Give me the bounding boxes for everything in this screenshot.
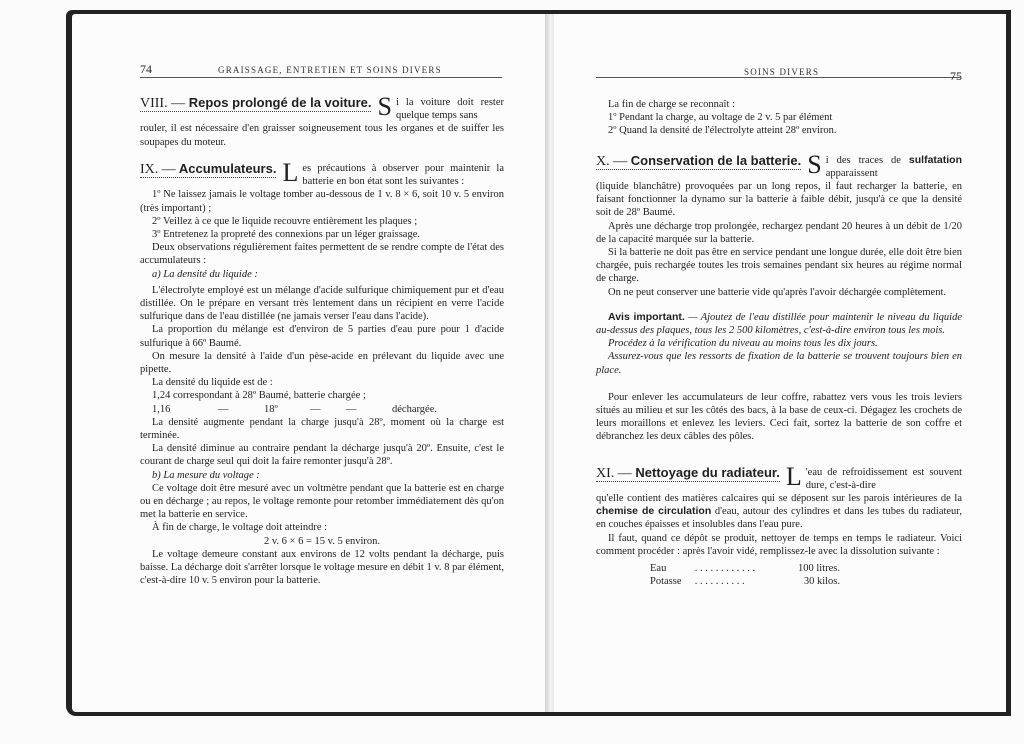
paragraph: (liquide blanchâtre) provoquées par un long repos, il faut recharger la batterie, en faisant fonctionner la dynamo sur la batterie à faible débit, jusqu'à ce que la densité soit de 28º Baumé.: [596, 181, 962, 219]
header-rule-left: [140, 77, 502, 78]
paragraph: La fin de charge se reconnaît :: [608, 99, 735, 110]
paragraph: 2º Quand la densité de l'électrolyte atteint 28º environ.: [608, 125, 837, 137]
paragraph: On mesure la densité à l'aide d'un pèse-acide en prélevant du liquide avec une pipette.: [140, 350, 504, 376]
paragraph: Deux observations régulièrement faites permettent de se rendre compte de l'état des accumulateurs :: [140, 242, 504, 267]
paragraph: Ce voltage doit être mesuré avec un voltmètre pendant que la batterie est en charge ou en décharge ; au repos, le voltage remonte pour retomber immédiatement dès qu'on met la batterie en service.: [140, 482, 504, 521]
paragraph: b) La mesure du voltage :: [152, 469, 260, 481]
paragraph: À fin de charge, le voltage doit atteindre :: [152, 522, 328, 534]
paragraph: Après une décharge trop prolongée, rechargez pendant 20 heures à un débit de 1/20 de la capacité marquée sur la batterie.: [596, 220, 962, 245]
drop-cap: L: [282, 158, 299, 187]
paragraph: 1º Pendant la charge, au voltage de 2 v. 5 par élément: [608, 112, 833, 124]
drop-cap: S: [807, 149, 822, 179]
solution-table: [650, 562, 840, 588]
density-table: 1,24 correspondant à 28º Baumé, batterie chargée ; 1,16 — 18º — — déchargée.: [152, 389, 443, 415]
right-page: [554, 14, 1006, 712]
paragraph: 2º Veillez à ce que le liquide recouvre entièrement les plaques ;: [152, 215, 418, 227]
paragraph: Si la batterie ne doit pas être en service pendant une longue durée, elle doit être bien chargée, puis rechargée toutes les trois semaines pendant six heures au régime normal de charge.: [596, 247, 962, 285]
paragraph: Procédez à la vérification du niveau au moins tous les dix jours.: [608, 338, 878, 350]
page-number-left: 74: [140, 62, 152, 76]
section-10-heading: X. — Conservation de la batterie.: [596, 152, 802, 169]
paragraph: a) La densité du liquide :: [152, 268, 258, 280]
paragraph: La proportion du mélange est d'environ de 5 parties d'eau pure pour 1 d'acide sulfurique à 66º Baumé.: [140, 324, 504, 349]
density-row: 1,24 correspondant à 28º Baumé, batterie chargée ;: [152, 390, 366, 402]
header-rule-right: [596, 77, 960, 78]
paragraph: La densité diminue au contraire pendant la décharge jusqu'à 20º. Ensuite, c'est le courant de charge seul qui doit la faire remonter jusqu'à 28º.: [140, 443, 504, 468]
running-head-left: GRAISSAGE, ENTRETIEN ET SOINS DIVERS: [218, 65, 442, 75]
paragraph: 1º Ne laissez jamais le voltage tomber au-dessous de 1 v. 8 × 6, soit 10 v. 5 environ (très important) ;: [140, 189, 504, 214]
paragraph: Pour enlever les accumulateurs de leur coffre, rabattez vers vous les trois leviers situés au milieu et sur les côtés des bacs, à la base de ceux-ci. Dégagez les crochets de leurs moraillons et enlevez les leviers. Ceci fait, sortez la batterie de son coffre et débranchez les deux câbles des pôles.: [596, 391, 962, 443]
table-row: Potasse . . . . . . . . . . 30 kilos.: [650, 576, 840, 588]
section-8-heading: VIII. — Repos prolongé de la voiture.: [140, 95, 372, 111]
section-8: VIII. — Repos prolongé de la voiture. Si la voiture doit rester quelque temps sans rouler, il est nécessaire d'en graisser soigneusement tous les organes et de suiffer les soupapes du moteur.: [140, 92, 504, 148]
paragraph: L'électrolyte employé est un mélange d'acide sulfurique chimiquement pur et d'eau distillée. On le prépare en versant très lentement dans un récipient en verre l'acide sulfurique dans de l'eau distillée (ne jamais verser l'eau dans l'acide).: [140, 284, 504, 323]
paragraph: qu'elle contient des matières calcaires qui se déposent sur les parois intérieures de la chemise de circulation d'eau, autour des cylindres et dans les tubes du radiateur, en couches épaisses et insolubles dans l'eau pure.: [596, 493, 963, 531]
left-page: [72, 14, 548, 712]
section-9: IX. — Accumulateurs. Les précautions à observer pour maintenir la batterie en bon état sont les suivantes : 1º Ne laissez jamais le voltage tomber au-dessous de 1 v. 8 × 6, soit 10 v. 5 environ (très important) ; 2º Veillez à ce que le liquide recouvre entièrement les plaques ; 3º Entretenez la propreté des connexions par un léger graissage. Deux observations régulièrement faites permettent de se rendre compte de l'état des accumulateurs : a) La densité du liquide : L'électrolyte employé est un mélange d'acide sulfurique chimiquement pur et d'eau distillée. On le prépare en versant très lentement dans un récipient en verre l'acide sulfurique dans de l'eau distillée (ne jamais verser l'eau dans l'acide). La proportion du mélange est d'environ de 5 parties d'eau pure pour 1 d'acide sulfurique à 66º Baumé. On mesure la densité à l'aide d'un pèse-acide en prélevant du liquide avec une pipette. La densité du liquide est de : 1,24 correspondant à 28º Baumé, batterie chargée ; 1,16 — 18º — — déchargée. La densité augmente pendant la charge jusqu'à 28º, moment où la charge est terminée. La densité diminue au contraire pendant la décharge jusqu'à 20º. Ensuite, c'est le courant de charge seul qui doit la faire remonter jusqu'à 28º. b) La mesure du voltage : Ce voltage doit être mesuré avec un voltmètre pendant que la batterie est en charge ou en décharge ; au repos, le voltage remonte pour retomber immédiatement dès qu'on met la batterie en service. À fin de charge, le voltage doit atteindre : 2 v. 6 × 6 = 15 v. 5 environ. Le voltage demeure constant aux environs de 12 volts pendant la décharge, puis baisse. La décharge doit s'arrêter lorsque le voltage mesure en débit 1 v. 8 par élément, c'est-à-dire 10 v. 5 environ pour la batterie.: [140, 158, 504, 587]
section-11-heading: XI. — Nettoyage du radiateur.: [596, 464, 780, 481]
section-11: XI. — Nettoyage du radiateur. L 'eau de refroidissement est souvent dure, c'est-à-dire: [596, 461, 962, 491]
drop-cap: S: [377, 92, 392, 121]
table-row: Eau . . . . . . . . . . . . 100 litres.: [650, 563, 840, 575]
paragraph: Il faut, quand ce dépôt se produit, nettoyer de temps en temps le radiateur. Voici comment procéder : après l'avoir vidé, remplissez-le avec la dissolution suivante :: [596, 532, 962, 557]
right-content: [596, 98, 962, 589]
section-9-heading: IX. — Accumulateurs.: [140, 161, 277, 177]
paragraph: Le voltage demeure constant aux environs de 12 volts pendant la décharge, puis baisse. La décharge doit s'arrêter lorsque le voltage mesure en débit 1 v. 8 par élément, c'est-à-dire 10 v. 5 environ pour la batterie.: [140, 548, 504, 587]
running-head-right: SOINS DIVERS: [744, 67, 820, 77]
drop-cap: L: [785, 461, 802, 491]
paragraph: La densité du liquide est de :: [152, 377, 273, 389]
paragraph: Assurez-vous que les ressorts de fixation de la batterie se trouvent toujours bien en place.: [596, 351, 962, 376]
paragraph: On ne peut conserver une batterie vide qu'après l'avoir déchargée complètement.: [608, 286, 946, 298]
paragraph: rouler, il est nécessaire d'en graisser soigneusement tous les organes et de suiffer les soupapes du moteur.: [140, 123, 504, 148]
paragraph: La densité augmente pendant la charge jusqu'à 28º, moment où la charge est terminée.: [140, 416, 504, 442]
paragraph: 3º Entretenez la propreté des connexions par un léger graissage.: [152, 229, 420, 241]
notice-paragraph: Avis important. — Ajoutez de l'eau distillée pour maintenir le niveau du liquide au-dessus des plaques, tous les 2 500 kilomètres, c'est-à-dire environ tous les mois.: [596, 310, 963, 337]
formula: 2 v. 6 × 6 = 15 v. 5 environ.: [263, 535, 381, 547]
page-number-right: 75: [950, 69, 962, 83]
section-10: X. — Conservation de la batterie. Si des traces de sulfatation apparaissent: [596, 149, 962, 179]
